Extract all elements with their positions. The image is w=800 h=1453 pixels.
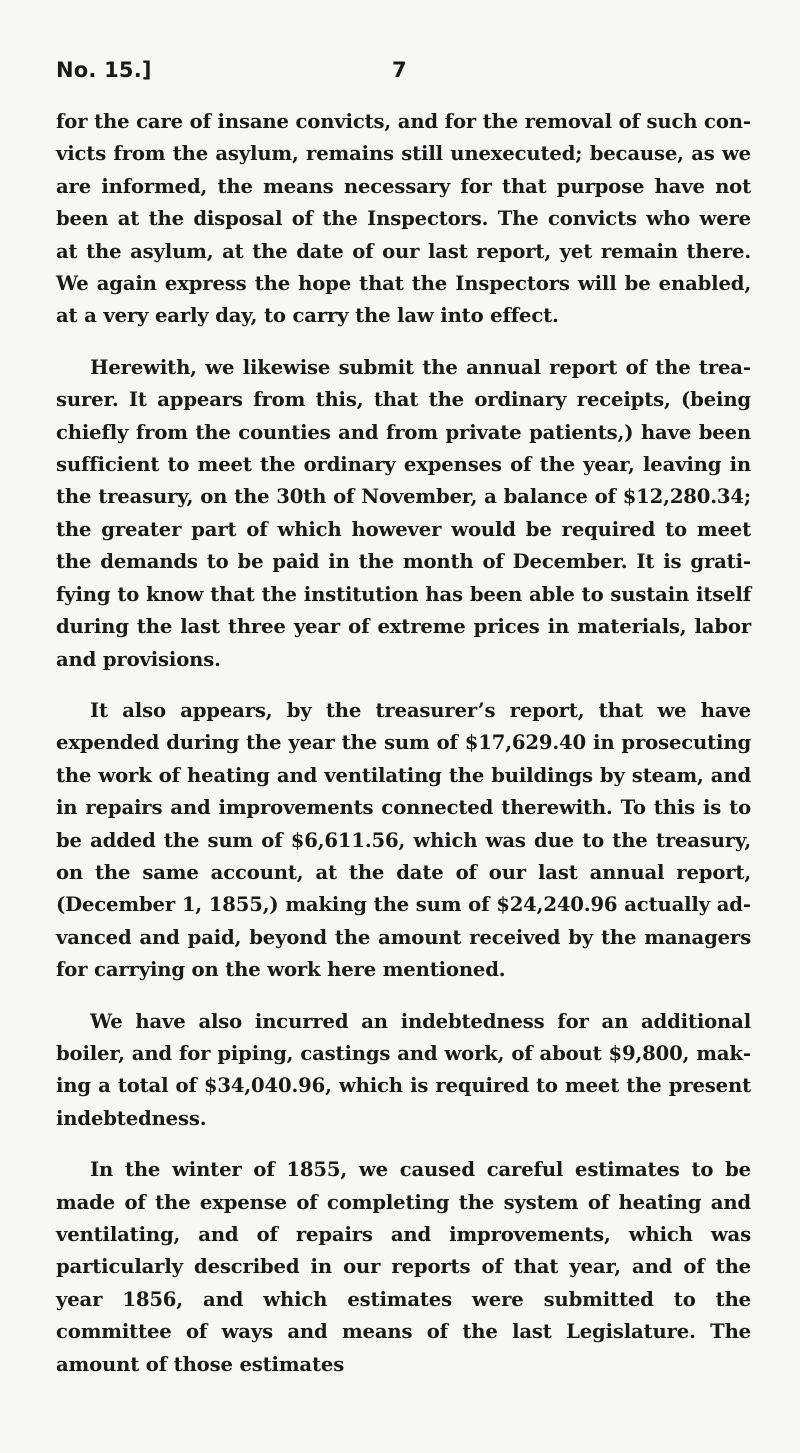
paragraph-1: for the care of insane convicts, and for the removal of such convicts from the asylum, remains still unexecuted; because, as we are informed, the means necessary for that purpose have not been at the disposal of the Inspectors. The convicts who were at the asylum, at the date of our last report, yet remain there. We again express the hope that the Inspectors will be enabled, at a very early day, to carry the law into effect.: [56, 110, 751, 328]
paragraph-4: We have also incurred an indebtedness for an additional boiler, and for piping, castings and work, of about $9,800, making a total of $34,040.96, which is required to meet the present indebtedness.: [56, 1009, 751, 1130]
page-header: [56, 58, 756, 86]
paragraph-2: Herewith, we likewise submit the annual report of the treasurer. It appears from this, that the ordinary receipts, (being chiefly from the counties and from private patients,) have been sufficient to meet the ordinary expenses of the year, leaving in the treasury, on the 30th of November, a balance of $12,280.34; the greater part of which however would be required to meet the demands to be paid in the month of December. It is gratifying to know that the institution has been able to sustain itself during the last three year of extreme prices in materials, labor and provisions.: [56, 355, 751, 671]
paragraph-3: It also appears, by the treasurer’s report, that we have expended during the year the sum of $17,629.40 in prosecuting the work of heating and ventilating the buildings by steam, and in repairs and improvements connected therewith. To this is to be added the sum of $6,611.56, which was due to the treasury, on the same account, at the date of our last annual report, (December 1, 1855,) making the sum of $24,240.96 actually advanced and paid, beyond the amount received by the managers for carrying on the work here mentioned.: [56, 698, 751, 982]
paragraph-5: In the winter of 1855, we caused careful estimates to be made of the expense of completing the system of heating and ventilating, and of repairs and improvements, which was particularly described in our reports of that year, and of the year 1856, and which estimates were submitted to the committee of ways and means of the last Legislature. The amount of those estimates: [56, 1158, 751, 1376]
page-number: 7: [392, 58, 407, 82]
body-text: [56, 106, 751, 1381]
section-label: No. 15.]: [56, 58, 152, 82]
